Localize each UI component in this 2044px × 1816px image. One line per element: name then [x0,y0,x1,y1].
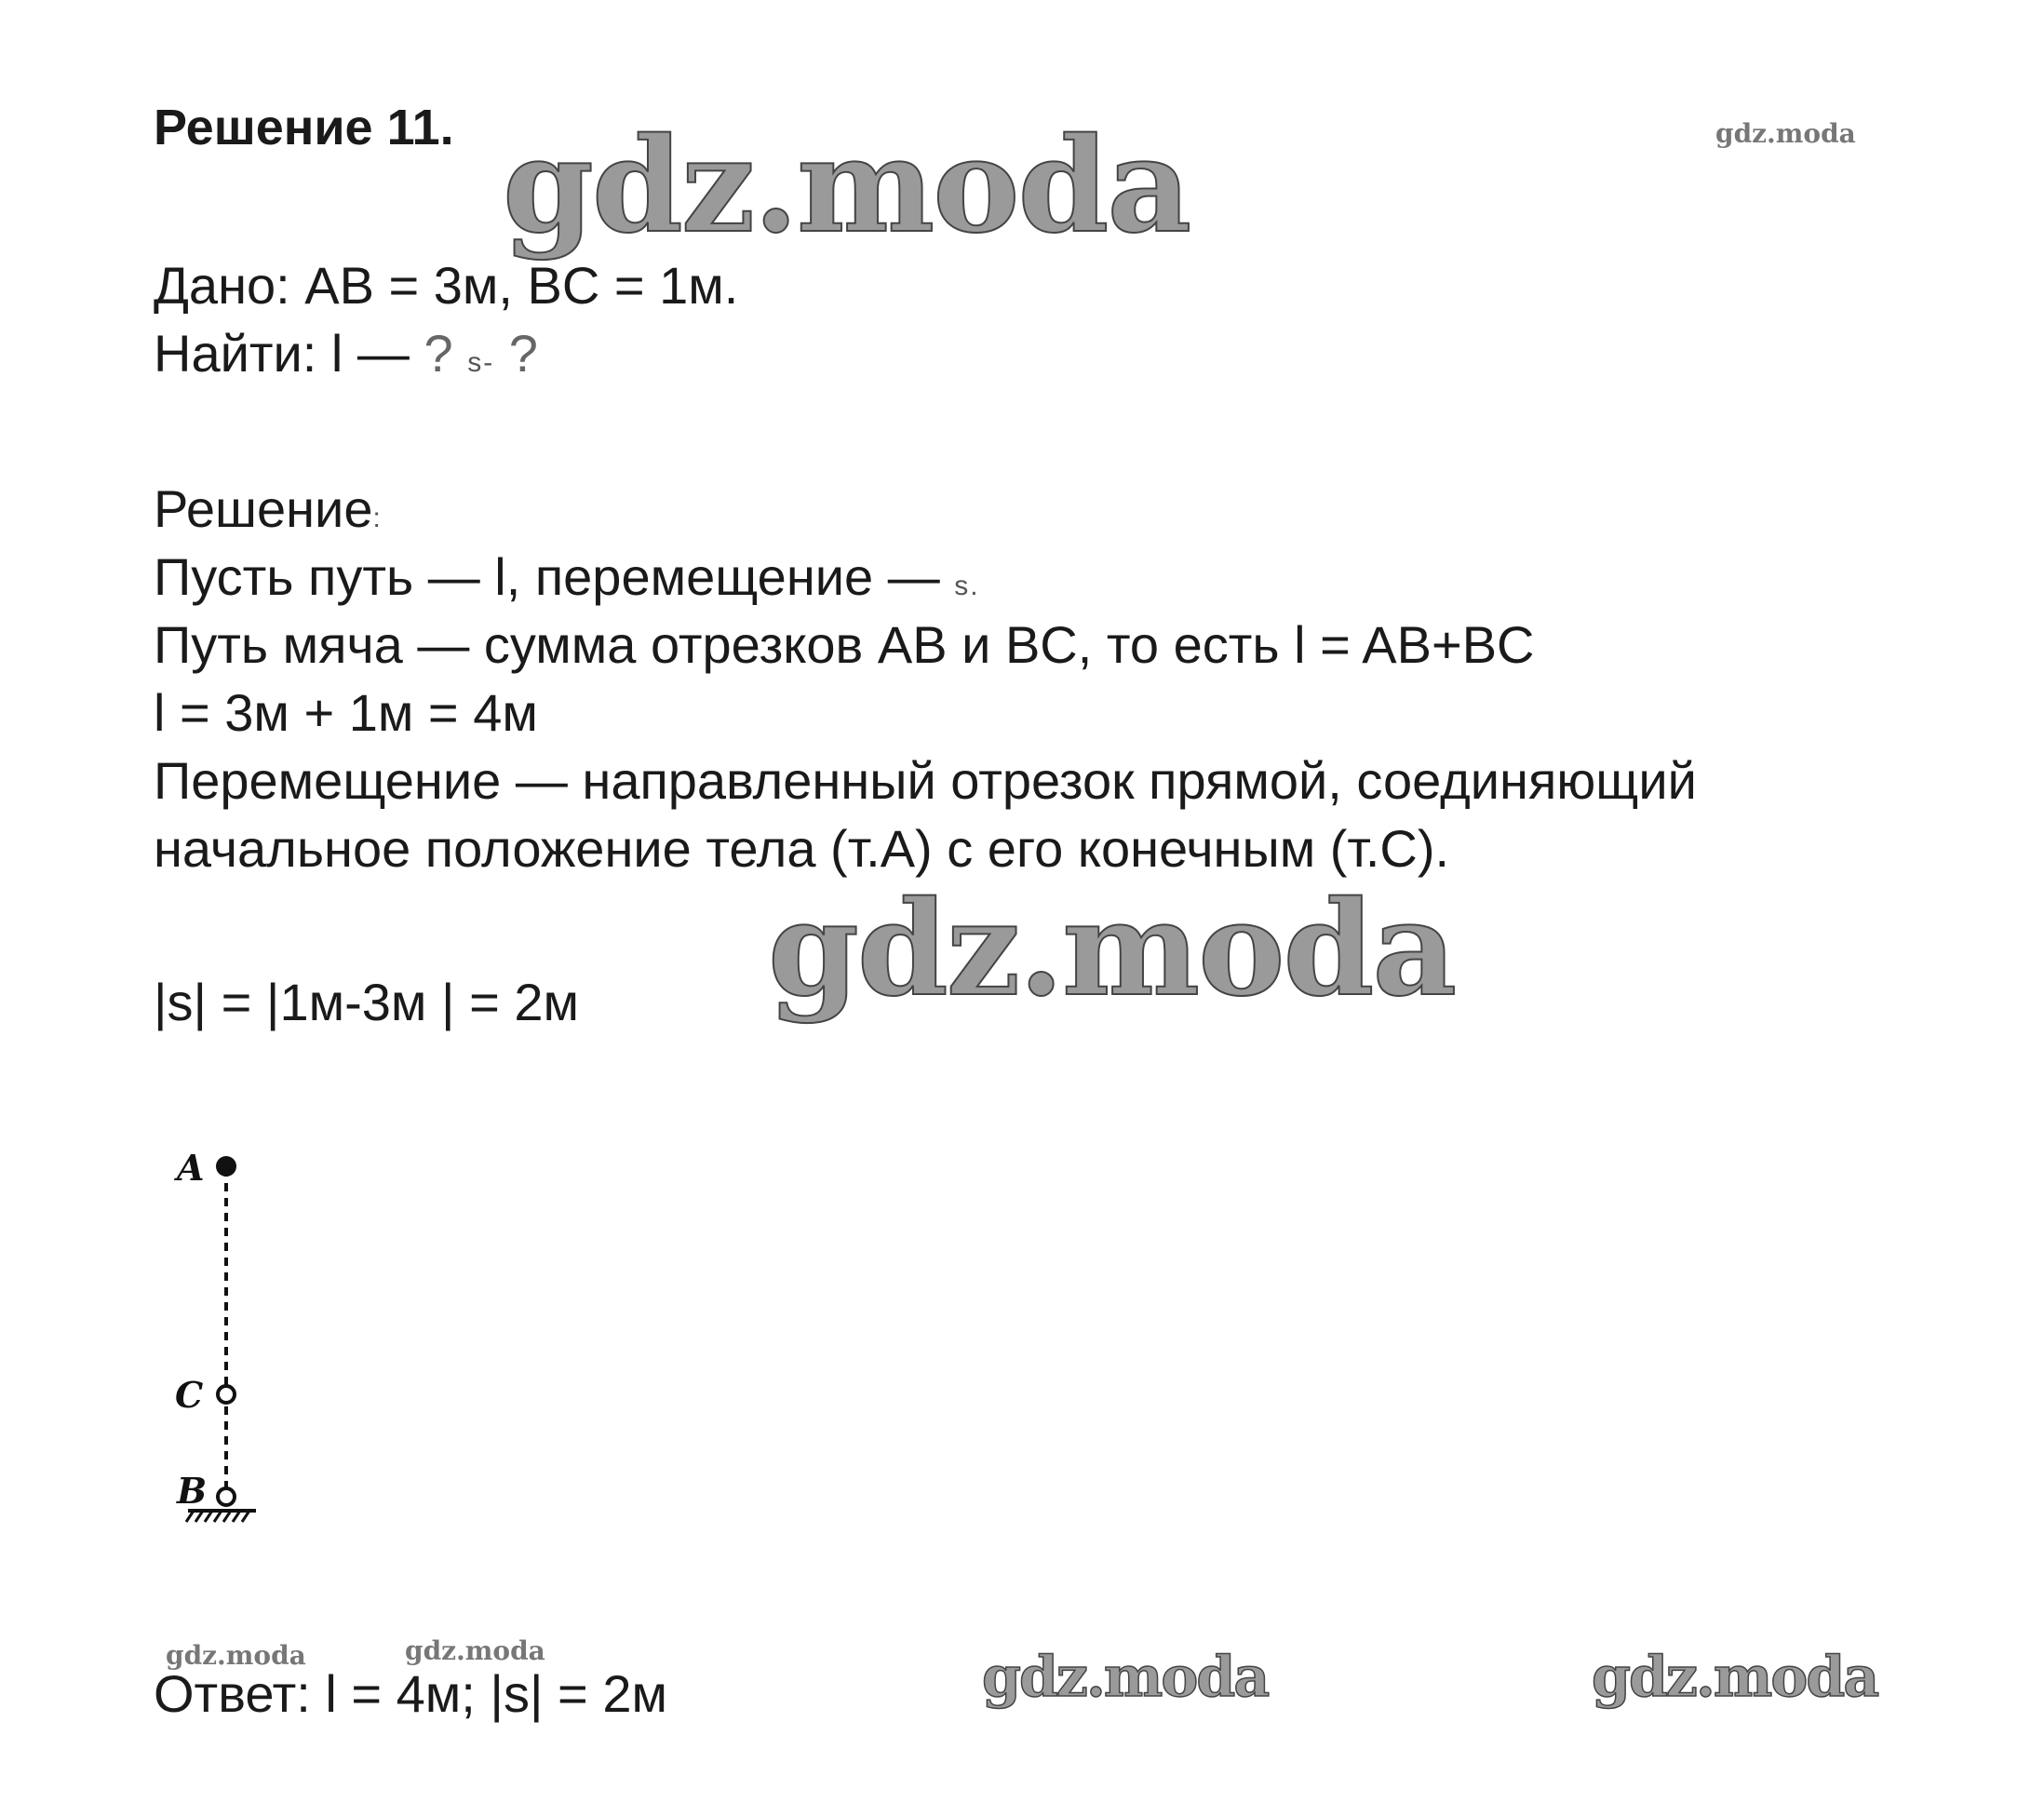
ball-path-diagram [168,1140,279,1559]
solution-heading [154,479,383,548]
watermark-top: gdz.moda [503,110,1190,262]
watermark-bottom-center: gdz.moda [982,1645,1269,1710]
watermark-middle: gdz.moda [768,873,1456,1026]
let-prefix: Пусть путь — l, перемещение — [154,547,940,606]
find-q2: ? [508,324,538,383]
definition-line-1: Перемещение — направленный отрезок прямой, соединяющий [154,751,1697,810]
point-a-label: A [177,1147,205,1189]
find-line [154,324,538,393]
watermark-bottom-right: gdz.moda [1592,1645,1878,1710]
given-line: Дано: AB = 3м, BC = 1м. [154,256,739,315]
solution-heading-text: Решение [154,479,373,538]
calc-line: l = 3м + 1м = 4м [154,683,538,742]
find-prefix: Найти: l — [154,324,410,383]
watermark-bottom-left-1: gdz.moda [166,1640,306,1671]
point-c-label: C [175,1374,204,1416]
let-s: s. [954,571,980,601]
point-a-marker [216,1156,236,1177]
path-line: Путь мяча — сумма отрезков AB и BC, то есть l = AB+BC [154,615,1535,674]
point-b-marker [218,1488,235,1505]
let-line [154,547,980,616]
find-s: s [467,347,484,378]
watermark-bottom-left-2: gdz.moda [405,1635,545,1666]
answer-line: Ответ: l = 4м; |s| = 2м [154,1664,667,1723]
find-dash: - [483,347,495,378]
point-b-label: B [177,1470,208,1512]
definition-line-2: начальное положение тела (т.А) с его конечным (т.С). [154,819,1450,878]
watermark-top-right: gdz.moda [1715,118,1856,149]
point-c-marker [218,1386,235,1403]
solution-heading-colon: : [372,503,383,533]
solution-title: Решение 11. [154,100,454,155]
ground-hatching [186,1511,256,1522]
displacement-line: |s| = |1м-3м | = 2м [154,973,579,1031]
find-q1: ? [424,324,453,383]
